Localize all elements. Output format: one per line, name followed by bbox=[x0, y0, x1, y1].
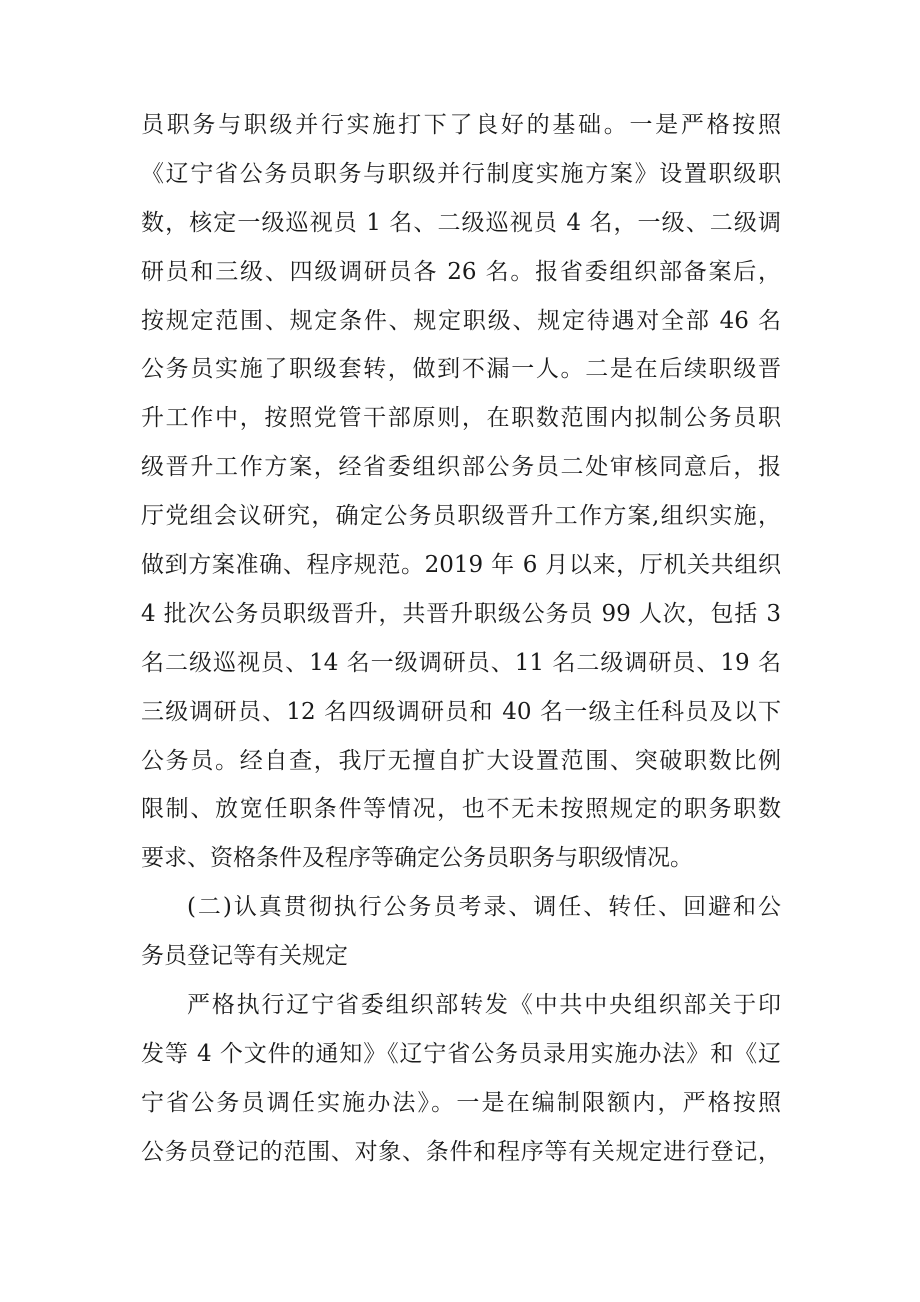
body-text bbox=[141, 101, 781, 1177]
text-line: 三级调研员、12 名四级调研员和 40 名一级主任科员及以下 bbox=[141, 698, 781, 725]
text-line: 公务员。经自查，我厅无擅自扩大设置范围、突破职数比例 bbox=[141, 747, 781, 774]
text-line: 要求、资格条件及程序等确定公务员职务与职级情况。 bbox=[141, 845, 693, 872]
text-line: 研员和三级、四级调研员各 26 名。报省委组织部备案后， bbox=[141, 258, 781, 285]
text-line: 发等 4 个文件的通知》《辽宁省公务员录用实施办法》和《辽 bbox=[141, 1040, 781, 1067]
text-line: 按规定范围、规定条件、规定职级、规定待遇对全部 46 名 bbox=[141, 307, 781, 334]
text-line: 员职务与职级并行实施打下了良好的基础。一是严格按照 bbox=[141, 112, 781, 138]
text-line: 数，核定一级巡视员 1 名、二级巡视员 4 名，一级、二级调 bbox=[141, 209, 781, 236]
text-line: 级晋升工作方案，经省委组织部公务员二处审核同意后，报 bbox=[141, 454, 781, 481]
text-line: 公务员登记的范围、对象、条件和程序等有关规定进行登记， bbox=[141, 1138, 781, 1165]
section-heading-line: 务员登记等有关规定 bbox=[141, 943, 348, 970]
text-line: 宁省公务员调任实施办法》。一是在编制限额内，严格按照 bbox=[141, 1089, 781, 1116]
text-line: 限制、放宽任职条件等情况，也不无未按照规定的职务职数 bbox=[141, 796, 781, 823]
text-line: 《辽宁省公务员职务与职级并行制度实施方案》设置职级职 bbox=[141, 160, 781, 187]
text-line: 4 批次公务员职级晋升，共晋升职级公务员 99 人次，包括 3 bbox=[141, 600, 781, 627]
text-line: 名二级巡视员、14 名一级调研员、11 名二级调研员、19 名 bbox=[141, 649, 781, 676]
text-line: 严格执行辽宁省委组织部转发《中共中央组织部关于印 bbox=[187, 992, 781, 1019]
text-line: 升工作中，按照党管干部原则，在职数范围内拟制公务员职 bbox=[141, 405, 781, 432]
section-heading-line: (二)认真贯彻执行公务员考录、调任、转任、回避和公 bbox=[187, 894, 781, 921]
text-line: 公务员实施了职级套转，做到不漏一人。二是在后续职级晋 bbox=[141, 356, 781, 383]
text-line: 做到方案准确、程序规范。2019 年 6 月以来，厅机关共组织 bbox=[141, 552, 781, 579]
text-line: 厅党组会议研究，确定公务员职级晋升工作方案,组织实施， bbox=[141, 503, 781, 530]
